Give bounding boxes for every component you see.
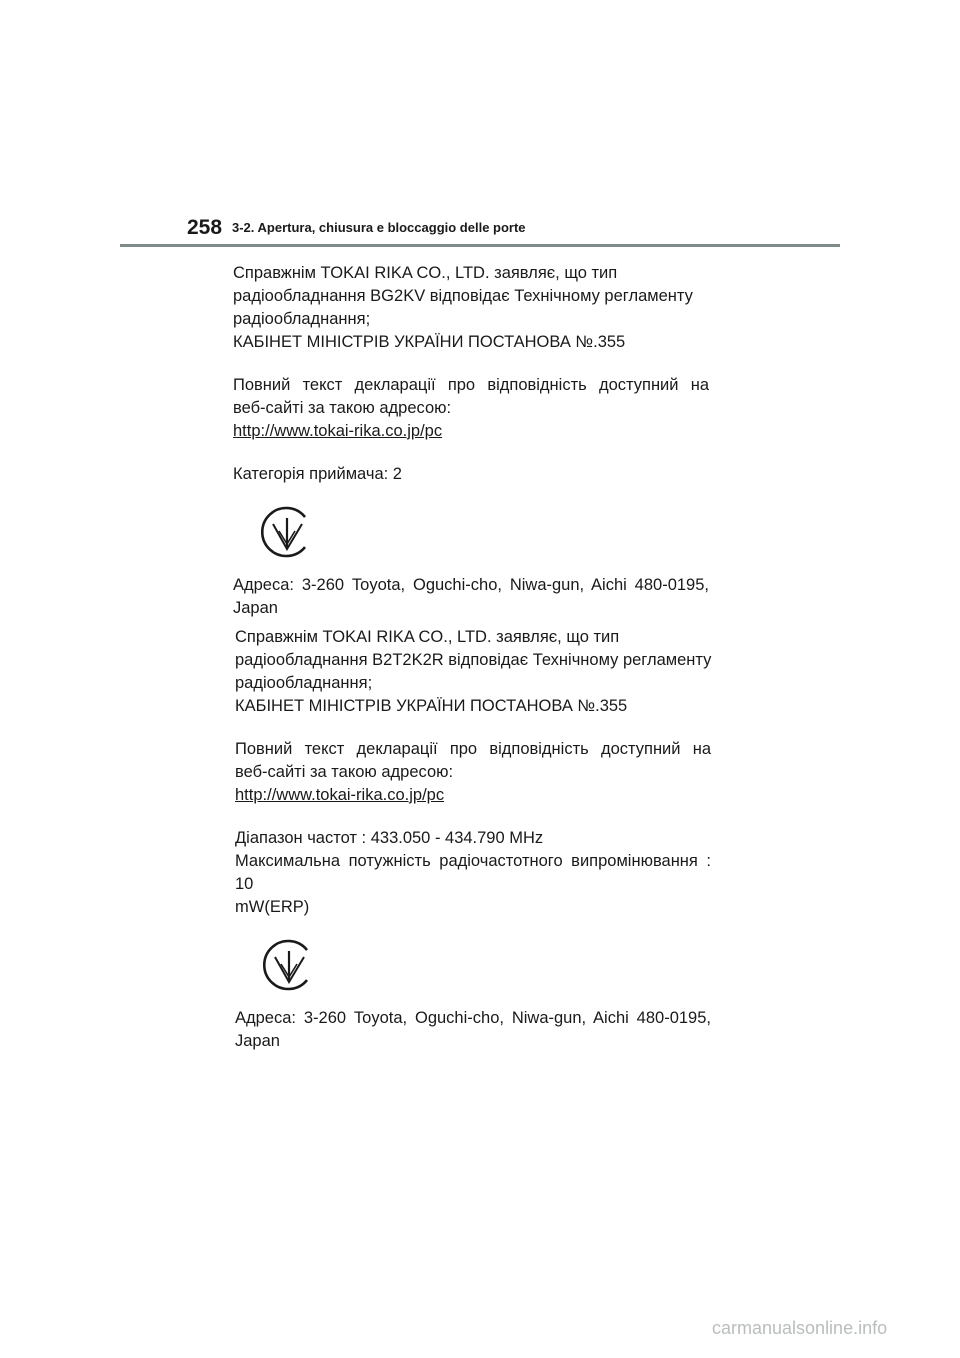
declaration-line: Справжнім TOKAI RIKA CO., LTD. заявляє, що тип: [233, 264, 618, 282]
max-power-line: Максимальна потужність радіочастотного випромінювання : 10: [235, 852, 711, 893]
declaration-line: Справжнім TOKAI RIKA CO., LTD. заявляє, що тип: [235, 628, 620, 646]
page-number: 258: [187, 216, 223, 239]
receiver-category: Категорія приймача: 2: [233, 465, 402, 483]
full-text-line: Повний текст декларації про відповідність доступний на: [235, 740, 711, 758]
site-watermark: carmanualsonline.info: [712, 1318, 888, 1338]
declaration-url-link[interactable]: http://www.tokai-rika.co.jp/pc: [235, 786, 445, 804]
full-text-line: Повний текст декларації про відповідність доступний на: [233, 376, 709, 394]
address-line: Адреса: 3-260 Toyota, Oguchi-cho, Niwa-gun, Aichi 480-0195,: [233, 576, 709, 594]
frequency-range: Діапазон частот : 433.050 - 434.790 MHz: [235, 829, 544, 847]
declaration-line: радіообладнання;: [233, 310, 371, 328]
declaration-url-link[interactable]: http://www.tokai-rika.co.jp/pc: [233, 422, 443, 440]
declaration-line: радіообладнання BG2KV відповідає Технічному регламенту: [233, 287, 693, 305]
address-line: Japan: [235, 1032, 280, 1050]
section-title: 3-2. Apertura, chiusura e bloccaggio delle porte: [232, 220, 526, 235]
max-power-line: mW(ERP): [235, 898, 310, 916]
resolution-line: КАБІНЕТ МІНІСТРІВ УКРАЇНИ ПОСТАНОВА №.355: [233, 333, 626, 351]
declaration-line: радіообладнання;: [235, 674, 373, 692]
header-divider: [120, 244, 840, 247]
full-text-line: веб-сайті за такою адресою:: [233, 399, 452, 417]
ukrainian-conformity-mark-icon: [261, 937, 317, 993]
ukrainian-conformity-mark-icon: [259, 504, 315, 560]
resolution-line: КАБІНЕТ МІНІСТРІВ УКРАЇНИ ПОСТАНОВА №.355: [235, 697, 628, 715]
full-text-line: веб-сайті за такою адресою:: [235, 763, 454, 781]
address-line: Адреса: 3-260 Toyota, Oguchi-cho, Niwa-gun, Aichi 480-0195,: [235, 1009, 711, 1027]
address-line: Japan: [233, 599, 278, 617]
declaration-block-b2t2k2r: [235, 626, 711, 1053]
declaration-block-bg2kv: [233, 262, 709, 620]
declaration-line: радіообладнання B2T2K2R відповідає Технічному регламенту: [235, 651, 712, 669]
